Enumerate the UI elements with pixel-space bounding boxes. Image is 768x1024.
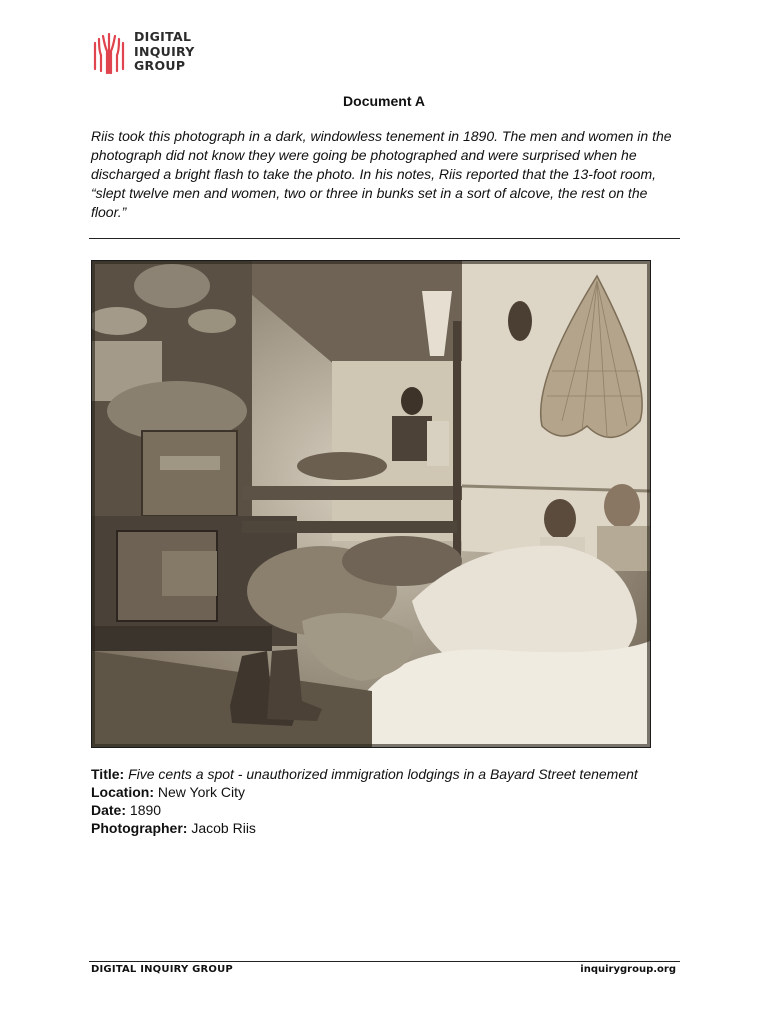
title-value: Five cents a spot - unauthorized immigration lodgings in a Bayard Street tenement (128, 766, 638, 782)
digital-inquiry-group-logo-icon (92, 29, 126, 75)
location-value: New York City (157, 784, 246, 800)
logo-line: DIGITAL (134, 29, 192, 45)
date-value: 1890 (129, 802, 162, 818)
date-row (91, 801, 651, 819)
photographer-label: Photographer: (91, 820, 188, 836)
date-label: Date: (91, 802, 127, 818)
title-label: Title: (91, 766, 125, 782)
logo (92, 28, 195, 76)
location-label: Location: (91, 784, 154, 800)
tenement-photograph (91, 260, 651, 748)
divider (89, 238, 680, 239)
document-heading: Document A (343, 93, 425, 109)
logo-line: INQUIRY (134, 43, 195, 59)
footer-website: inquirygroup.org (580, 964, 676, 975)
title-row (91, 765, 651, 783)
photographer-row (91, 819, 651, 837)
photograph-illustration (92, 261, 650, 747)
location-row (91, 783, 651, 801)
logo-text (134, 30, 195, 74)
logo-line: GROUP (134, 58, 186, 74)
photo-details (91, 765, 651, 837)
intro-paragraph: Riis took this photograph in a dark, windowless tenement in 1890. The men and women in the photograph did not know they were going be photographed and were surprised when he discharged a bright flash to take the photo. In his notes, Riis reported that the 13-foot room, “slept twelve men and women, two or three in bunks set in a sort of alcove, the rest on the floor.” (91, 128, 672, 220)
footer-divider (89, 961, 680, 962)
footer-brand: DIGITAL INQUIRY GROUP (91, 964, 233, 975)
photographer-value: Jacob Riis (191, 820, 256, 836)
